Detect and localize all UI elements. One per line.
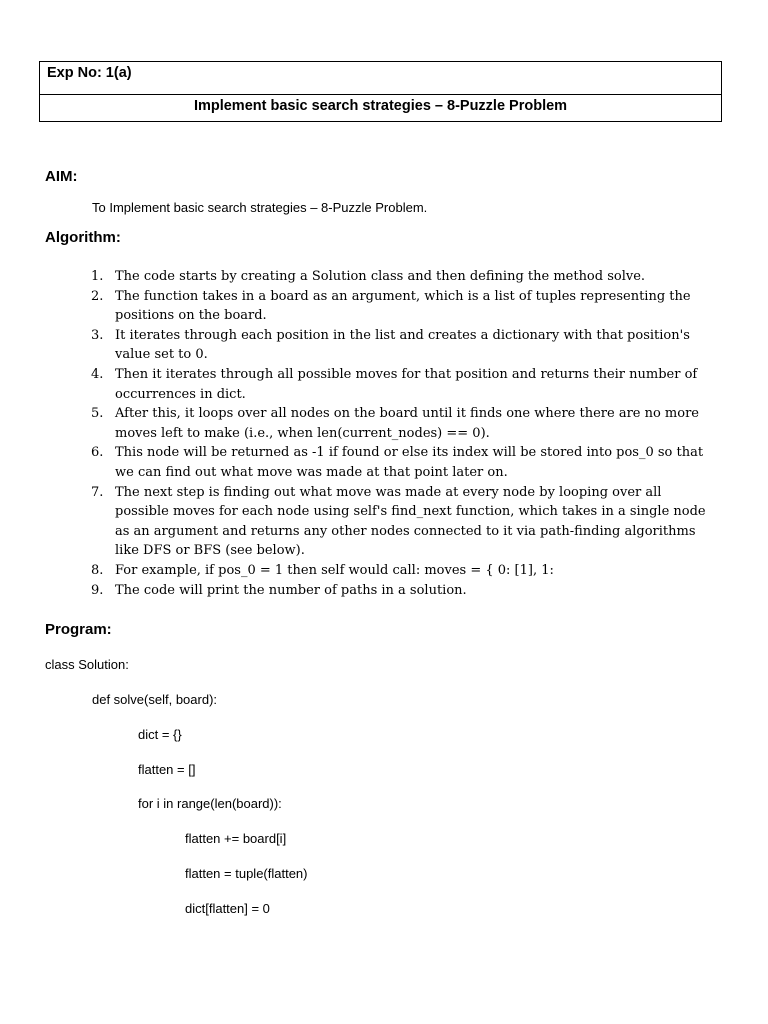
step-number: 1. xyxy=(91,269,104,284)
step-number: 5. xyxy=(91,406,104,422)
code-line: def solve(self, board): xyxy=(92,692,218,707)
step-text: After this, it loops over all nodes on the board until it finds one where there are no more moves left to make (i.e., when len(current_nodes) == 0). xyxy=(115,406,699,441)
code-line: class Solution: xyxy=(45,657,129,672)
step-text: The next step is finding out what move was made at every node by looping over all possible moves for each node using self's find_next function, which takes in a single node as an argument and returns any other nodes connected to it via path-finding algorithms like DFS or BFS (see below). xyxy=(115,484,706,559)
algorithm-step xyxy=(89,287,709,326)
step-number: 9. xyxy=(91,582,104,598)
algorithm-step xyxy=(89,561,709,581)
step-text: For example, if pos_0 = 1 then self would call: moves = { 0: [1], 1: xyxy=(115,562,554,578)
algorithm-steps xyxy=(89,267,709,600)
code-line: flatten += board[i] xyxy=(185,831,287,846)
header-table xyxy=(39,61,722,122)
algorithm-step xyxy=(89,581,709,601)
step-number: 6. xyxy=(91,445,104,461)
code-line: dict = {} xyxy=(138,727,182,742)
step-number: 4. xyxy=(91,366,104,382)
step-text: This node will be returned as -1 if found or else its index will be stored into pos_0 so that we can find out what move was made at that point later on. xyxy=(115,445,704,480)
experiment-title: Implement basic search strategies – 8-Puzzle Problem xyxy=(193,98,568,114)
algorithm-step xyxy=(89,404,709,443)
step-text: Then it iterates through all possible moves for that position and returns their number of occurrences in dict. xyxy=(115,366,698,402)
step-number: 3. xyxy=(91,327,104,343)
algorithm-step xyxy=(89,326,709,365)
step-text: The code will print the number of paths in a solution. xyxy=(115,582,467,598)
step-text: It iterates through each position in the list and creates a dictionary with that position's value set to 0. xyxy=(115,327,690,363)
step-text: The function takes in a board as an argument, which is a list of tuples representing the positions on the board. xyxy=(115,288,691,324)
code-line: flatten = [] xyxy=(138,762,196,777)
code-line: dict[flatten] = 0 xyxy=(185,901,270,916)
program-heading: Program: xyxy=(45,621,112,638)
aim-text: To Implement basic search strategies – 8-Puzzle Problem. xyxy=(92,200,428,215)
algorithm-step xyxy=(89,443,709,482)
exp-number: Exp No: 1(a) xyxy=(40,62,721,95)
algorithm-heading: Algorithm: xyxy=(45,229,121,246)
code-line: flatten = tuple(flatten) xyxy=(185,866,308,881)
algorithm-step xyxy=(89,267,709,287)
aim-heading: AIM: xyxy=(45,168,78,185)
step-number: 8. xyxy=(91,562,104,578)
step-number: 7. xyxy=(91,484,104,500)
algorithm-step xyxy=(89,365,709,404)
code-line: for i in range(len(board)): xyxy=(138,796,282,811)
algorithm-step xyxy=(89,483,709,561)
step-number: 2. xyxy=(91,288,104,304)
step-text: The code starts by creating a Solution class and then defining the method solve. xyxy=(115,269,646,284)
